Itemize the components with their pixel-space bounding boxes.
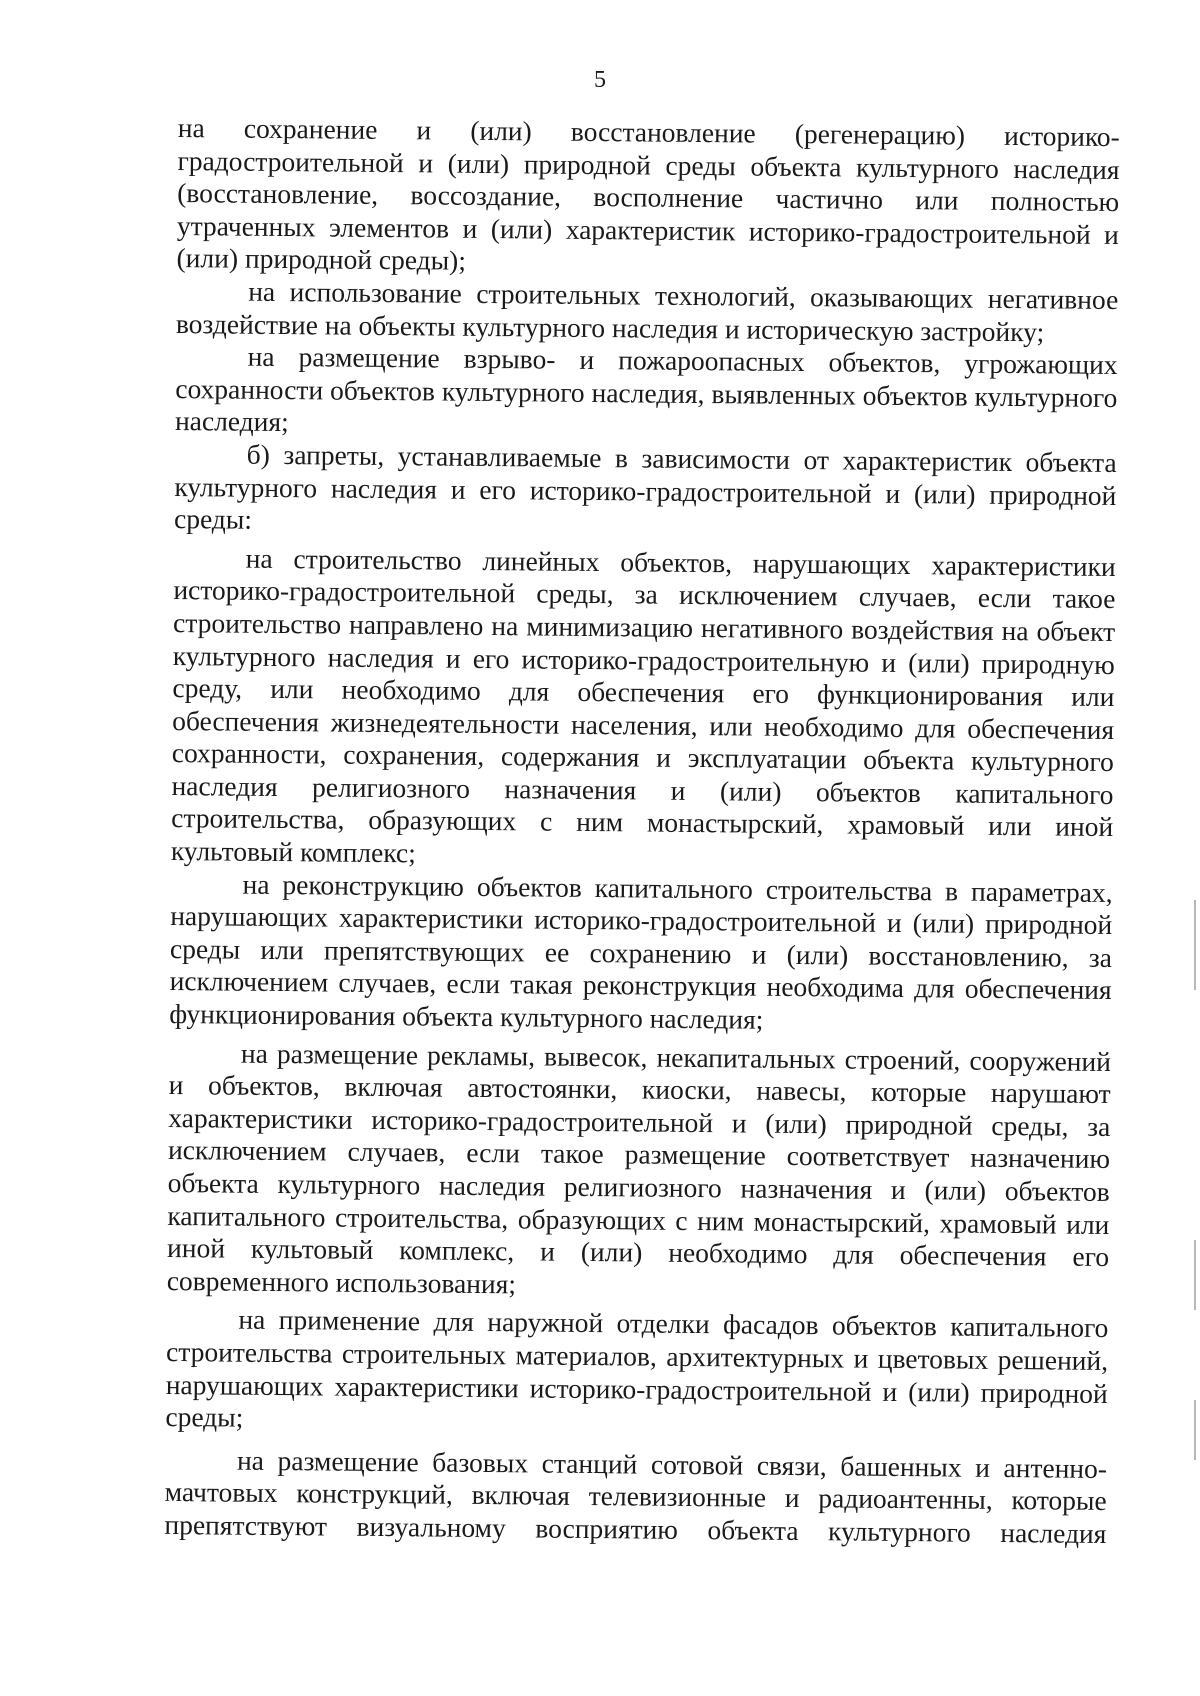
paragraph: на использование строительных технологий, оказывающих негативное воздействие на объекты культурного наследия и историческую застройку; bbox=[175, 275, 1119, 347]
scan-edge-mark bbox=[1194, 1400, 1196, 1460]
scan-edge-mark bbox=[1194, 900, 1196, 990]
paragraph: на размещение взрыво- и пожароопасных объектов, угрожающих сохранности объектов культурного наследия, выявленных объектов культурного наследия; bbox=[174, 340, 1118, 438]
paragraph: на размещение базовых станций сотовой связи, башенных и антенно-мачтовых конструкций, включая телевизионные и радиоантенны, которые препятствуют визуальному восприятию объекта культурного наследия bbox=[164, 1444, 1108, 1549]
paragraph: на размещение рекламы, вывесок, некапитальных строений, сооружений и объектов, включая автостоянки, киоски, навесы, которые нарушают характеристики историко-градостроительной и (или) природной среды, за исключением случаев, если такое размещение соответствует назначению объекта культурного наследия религиозного назначения и (или) объектов капитального строительства, образующих с ним монастырский, храмовый или иной культовый комплекс, и (или) необходимо для обеспечения его современного использования; bbox=[166, 1037, 1112, 1300]
paragraph: на сохранение и (или) восстановление (регенерацию) историко-градостроительной и (или) природной среды объекта культурного наследия (восстановление, воссоздание, восполнение частично или полностью утраченных элементов и (или) характеристик историко-градостроительной и (или) природной среды); bbox=[176, 112, 1120, 277]
paragraph: б) запреты, устанавливаемые в зависимости от характеристик объекта культурного наследия и его историко-градостроительной и (или) природной среды: bbox=[173, 438, 1117, 535]
paragraph: на реконструкцию объектов капитального строительства в параметрах, нарушающих характеристики историко-градостроительной и (или) природной среды или препятствующих ее сохранению и (или) восстановлению, за исключением случаев, если такая реконструкция необходима для обеспечения функционирования объекта культурного наследия; bbox=[169, 868, 1113, 1035]
scan-edge-mark bbox=[1194, 1240, 1196, 1310]
document-body bbox=[164, 112, 1120, 1551]
page-number: 5 bbox=[594, 67, 606, 93]
paragraph: на строительство линейных объектов, нарушающих характеристики историко-градостроительной среды, за исключением случаев, если такое строительство направлено на минимизацию негативного воздействия на объект культурного наследия и его историко-градостроительную и (или) природную среду, или необходимо для обеспечения его функционирования или обеспечения жизнедеятельности населения, или необходимо для обеспечения сохранности, сохранения, содержания и эксплуатации объекта культурного наследия религиозного назначения и (или) объектов капитального строительства, образующих с ним монастырский, храмовый или иной культовый комплекс; bbox=[170, 542, 1116, 869]
paragraph: на применение для наружной отделки фасадов объектов капитального строительства строительных материалов, архитектурных и цветовых решений, нарушающих характеристики историко-градостроительной и (или) природной среды; bbox=[165, 1304, 1109, 1433]
